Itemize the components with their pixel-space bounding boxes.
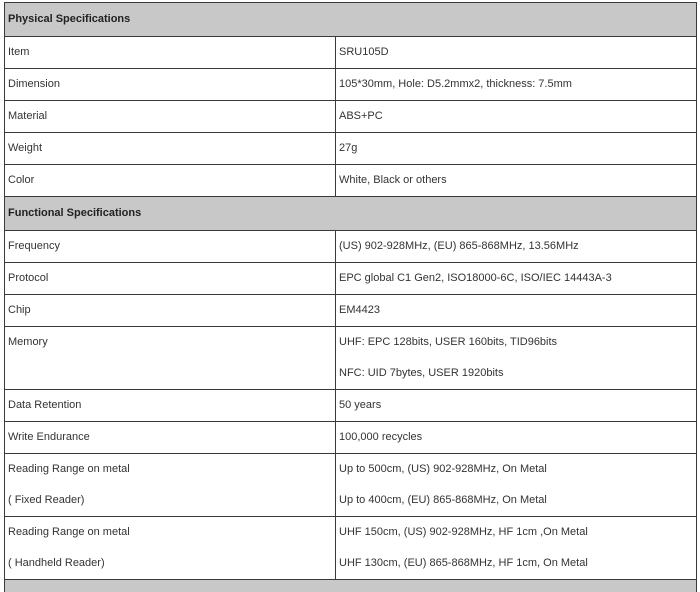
- spec-label-cell: [5, 101, 336, 133]
- spec-label: ( Handheld Reader): [8, 548, 335, 579]
- spec-label-cell: [5, 231, 336, 263]
- table-row: [5, 165, 697, 197]
- spec-label-cell: [5, 517, 336, 580]
- spec-value: Up to 400cm, (EU) 865-868MHz, On Metal: [339, 485, 696, 516]
- table-row: [5, 37, 697, 69]
- table-row: [5, 295, 697, 327]
- section-title-cell: [5, 197, 697, 231]
- section-title: Physical Specifications: [8, 3, 696, 35]
- spec-label: Data Retention: [8, 390, 335, 421]
- spec-value-cell: [336, 165, 697, 197]
- spec-value: 50 years: [339, 390, 696, 421]
- spec-label-cell: [5, 390, 336, 422]
- spec-label: Color: [8, 165, 335, 196]
- spec-value: EM4423: [339, 295, 696, 326]
- spec-value-cell: [336, 133, 697, 165]
- spec-value: UHF: EPC 128bits, USER 160bits, TID96bits: [339, 327, 696, 358]
- spec-label: Item: [8, 37, 335, 68]
- spec-value: SRU105D: [339, 37, 696, 68]
- spec-value-cell: [336, 231, 697, 263]
- spec-value: 100,000 recycles: [339, 422, 696, 453]
- spec-value-cell: [336, 327, 697, 390]
- spec-label: Write Endurance: [8, 422, 335, 453]
- spec-label-cell: [5, 295, 336, 327]
- spec-value: ABS+PC: [339, 101, 696, 132]
- spec-value-cell: [336, 422, 697, 454]
- spec-value: (US) 902-928MHz, (EU) 865-868MHz, 13.56MHz: [339, 231, 696, 262]
- section-title-cell: [5, 3, 697, 37]
- spec-value: 27g: [339, 133, 696, 164]
- spec-label: Reading Range on metal: [8, 517, 335, 548]
- table-row: [5, 422, 697, 454]
- table-row: [5, 231, 697, 263]
- spec-label: Dimension: [8, 69, 335, 100]
- spec-label-cell: [5, 133, 336, 165]
- spec-value-cell: [336, 37, 697, 69]
- table-row: [5, 133, 697, 165]
- spec-label: Reading Range on metal: [8, 454, 335, 485]
- spec-value: 105*30mm, Hole: D5.2mmx2, thickness: 7.5mm: [339, 69, 696, 100]
- section-title: Functional Specifications: [8, 197, 696, 229]
- table-row: [5, 390, 697, 422]
- spec-value-cell: [336, 517, 697, 580]
- spec-value: White, Black or others: [339, 165, 696, 196]
- spec-value-cell: [336, 69, 697, 101]
- spec-value: Up to 500cm, (US) 902-928MHz, On Metal: [339, 454, 696, 485]
- spec-label-cell: [5, 165, 336, 197]
- spec-label-cell: [5, 69, 336, 101]
- spec-value-cell: [336, 390, 697, 422]
- spec-label: ( Fixed Reader): [8, 485, 335, 516]
- spec-label: Memory: [8, 327, 335, 358]
- spec-value-cell: [336, 263, 697, 295]
- spec-label: Weight: [8, 133, 335, 164]
- table-row: [5, 454, 697, 517]
- spec-label-cell: [5, 327, 336, 390]
- spec-table: [4, 2, 697, 592]
- section-header-physical-specifications: [5, 3, 697, 37]
- table-row: [5, 327, 697, 390]
- table-row: [5, 517, 697, 580]
- spec-label-cell: [5, 422, 336, 454]
- spec-value-cell: [336, 101, 697, 133]
- spec-label-cell: [5, 263, 336, 295]
- spec-value-cell: [336, 454, 697, 517]
- spec-label-cell: [5, 454, 336, 517]
- spec-value-cell: [336, 295, 697, 327]
- spec-value: UHF 150cm, (US) 902-928MHz, HF 1cm ,On Metal: [339, 517, 696, 548]
- spec-value: NFC: UID 7bytes, USER 1920bits: [339, 358, 696, 389]
- spec-table-body: [5, 3, 697, 592]
- spec-value: EPC global C1 Gen2, ISO18000-6C, ISO/IEC 14443A-3: [339, 263, 696, 294]
- table-row: [5, 101, 697, 133]
- spec-label: Material: [8, 101, 335, 132]
- table-row: [5, 263, 697, 295]
- spec-label: Chip: [8, 295, 335, 326]
- spec-label: Frequency: [8, 231, 335, 262]
- section-header-functional-specifications: [5, 197, 697, 231]
- table-row: [5, 69, 697, 101]
- spec-value: UHF 130cm, (EU) 865-868MHz, HF 1cm, On Metal: [339, 548, 696, 579]
- next-section-cell: [5, 580, 697, 592]
- next-section-header-partial: [5, 580, 697, 592]
- spec-label-cell: [5, 37, 336, 69]
- spec-label: Protocol: [8, 263, 335, 294]
